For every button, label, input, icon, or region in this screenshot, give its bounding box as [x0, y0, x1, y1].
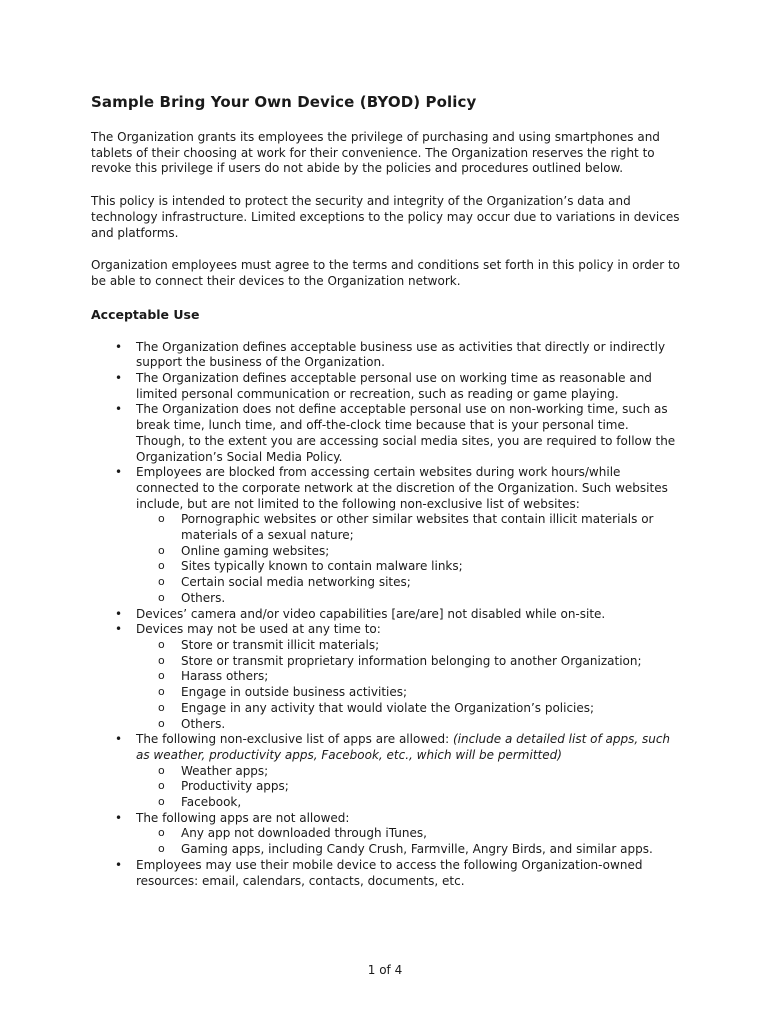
sub-list-item: o Productivity apps;	[136, 779, 681, 795]
sub-list-item: o Store or transmit illicit materials;	[136, 638, 681, 654]
sub-list-item: o Sites typically known to contain malware links;	[136, 559, 681, 575]
sub-list-item: o Engage in any activity that would violate the Organization’s policies;	[136, 701, 681, 717]
sub-list-item: o Pornographic websites or other similar websites that contain illicit materials or materials of a sexual nature;	[136, 512, 681, 543]
apps-allowed-note: (include a detailed list of apps, such as weather, productivity apps, Facebook, etc., which will be permitted)	[136, 732, 671, 762]
purpose-paragraph: This policy is intended to protect the security and integrity of the Organization’s data and technology infrastructure. Limited exceptions to the policy may occur due to variations in devices and platforms.	[91, 194, 680, 240]
list-item: • The following apps are not allowed: o Any app not downloaded through iTunes, o Gaming apps, including Candy Crush, Farmville, Angry Birds, and similar apps.	[91, 811, 681, 858]
list-item: • Employees may use their mobile device to access the following Organization-owned resources: email, calendars, contacts, documents, etc.	[91, 858, 681, 889]
sub-list-item: o Store or transmit proprietary information belonging to another Organization;	[136, 654, 681, 670]
sub-list-item: o Facebook,	[136, 795, 681, 811]
sub-list-item: o Harass others;	[136, 669, 681, 685]
agreement-paragraph: Organization employees must agree to the terms and conditions set forth in this policy in order to be able to connect their devices to the Organization network.	[91, 258, 680, 288]
list-item: • Devices may not be used at any time to: o Store or transmit illicit materials; o Store or transmit proprietary information belonging to another Organization; o Harass others; o Engage in outside business activities; o Engage in any activity that would violate the Organization’s policies; o Others.	[91, 622, 681, 732]
disallowed-apps-list	[136, 826, 681, 857]
sub-list-item: o Others.	[136, 717, 681, 733]
sub-list-item: o Gaming apps, including Candy Crush, Farmville, Angry Birds, and similar apps.	[136, 842, 681, 858]
sub-list-item: o Others.	[136, 591, 681, 607]
intro-paragraph: The Organization grants its employees the privilege of purchasing and using smartphones and tablets of their choosing at work for their convenience. The Organization reserves the right to revoke this privilege if users do not abide by the policies and procedures outlined below.	[91, 130, 660, 176]
sub-list-item: o Certain social media networking sites;	[136, 575, 681, 591]
sub-list-item: o Any app not downloaded through iTunes,	[136, 826, 681, 842]
list-item: • Devices’ camera and/or video capabilities [are/are] not disabled while on-site.	[91, 607, 681, 623]
list-item: • The Organization defines acceptable personal use on working time as reasonable and limited personal communication or recreation, such as reading or game playing.	[91, 371, 681, 402]
list-item: • The following non-exclusive list of apps are allowed: (include a detailed list of apps, such as weather, productivity apps, Facebook, etc., which will be permitted) o Weather apps; o Productivity apps; o Facebook,	[91, 732, 681, 811]
sub-list-item: o Engage in outside business activities;	[136, 685, 681, 701]
list-item: • The Organization defines acceptable business use as activities that directly or indirectly support the business of the Organization.	[91, 340, 681, 371]
acceptable-use-list	[91, 340, 681, 890]
document-title: Sample Bring Your Own Device (BYOD) Policy	[91, 93, 477, 111]
sub-list-item: o Weather apps;	[136, 764, 681, 780]
prohibited-uses-list	[136, 638, 681, 732]
list-item: • Employees are blocked from accessing certain websites during work hours/while connected to the corporate network at the discretion of the Organization. Such websites include, but are not limited to the following non-exclusive list of websites: o Pornographic websites or other similar websites that contain illicit materials or materials of a sexual nature; o Online gaming websites; o Sites typically known to contain malware links; o Certain social media networking sites; o Others.	[91, 465, 681, 606]
allowed-apps-list	[136, 764, 681, 811]
document-page	[91, 92, 681, 889]
list-item: • The Organization does not define acceptable personal use on non-working time, such as break time, lunch time, and off-the-clock time because that is your personal time. Though, to the extent you are accessing social media sites, you are required to follow the Organization’s Social Media Policy.	[91, 402, 681, 465]
blocked-websites-list	[136, 512, 681, 606]
page-number: 1 of 4	[367, 963, 403, 977]
sub-list-item: o Online gaming websites;	[136, 544, 681, 560]
section-heading-acceptable-use: Acceptable Use	[91, 306, 200, 322]
